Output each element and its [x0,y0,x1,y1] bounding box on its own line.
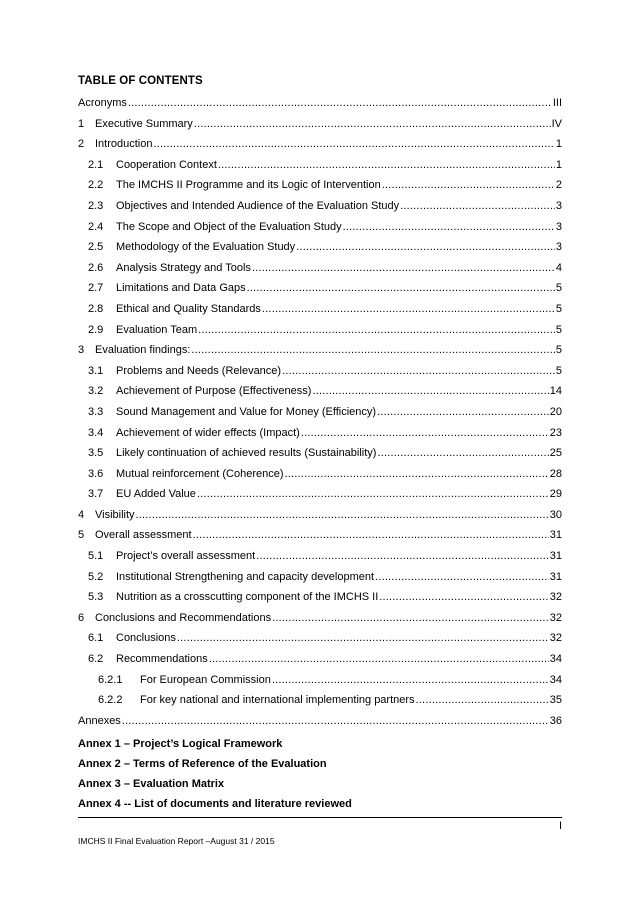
toc-entry-number: 3 [78,344,85,357]
toc-entry-title: Objectives and Intended Audience of the Evaluation Study [116,199,400,212]
toc-entry-title: Introduction [95,138,153,151]
toc-entry-title: Visibility [95,508,135,521]
toc-entry-title: Sound Management and Value for Money (Efficiency) [116,405,377,418]
toc-entry-page: 29 [549,488,562,501]
toc-entry[interactable] [78,670,562,691]
toc-dot-leader [247,278,555,299]
toc-dot-leader [256,546,549,567]
toc-dot-leader [272,670,549,691]
toc-dot-leader [122,711,549,732]
toc-entry-page: 28 [549,467,562,480]
toc-entry[interactable] [78,649,562,670]
toc-entry-number: 2.3 [88,199,104,212]
toc-entry-page: 20 [549,405,562,418]
annex-item: Annex 2 – Terms of Reference of the Evaluation [78,758,327,770]
toc-entry-page: 36 [549,714,562,727]
toc-entry-number: 2.6 [88,261,104,274]
toc-entry-page: 3 [555,199,562,212]
toc-entry[interactable] [78,155,562,176]
toc-entry[interactable] [78,628,562,649]
toc-dot-leader [296,237,555,258]
annex-item: Annex 3 – Evaluation Matrix [78,778,225,790]
toc-dot-leader [379,587,548,608]
toc-entry-title: Executive Summary [95,117,193,130]
toc-entry-page: 31 [549,550,562,563]
toc-entry[interactable] [78,175,562,196]
page-number: I [558,820,562,832]
toc-dot-leader [153,134,554,155]
toc-entry-page: 30 [549,508,562,521]
toc-entry[interactable] [78,484,562,505]
toc-dot-leader [282,361,555,382]
toc-entry-title: Conclusions and Recommendations [95,611,272,624]
toc-entry[interactable] [78,546,562,567]
toc-dot-leader [197,484,549,505]
toc-entry-page: 31 [549,529,562,542]
toc-entry-title: Cooperation Context [116,158,217,171]
toc-dot-leader [312,381,548,402]
toc-dot-leader [416,690,549,711]
toc-entry-number: 3.7 [88,488,104,501]
toc-entry-title: EU Added Value [116,488,196,501]
table-of-contents [78,93,562,731]
toc-entry-number: 2.2 [88,179,104,192]
toc-entry-number: 4 [78,508,85,521]
toc-entry-page: IV [551,117,562,130]
toc-dot-leader [272,608,549,629]
toc-entry-title: Achievement of Purpose (Effectiveness) [116,385,312,398]
toc-dot-leader [218,155,555,176]
toc-entry-title: Recommendations [116,653,208,666]
toc-dot-leader [193,525,549,546]
toc-entry-page: 34 [549,673,562,686]
toc-entry-title: Acronyms [78,97,127,109]
toc-dot-leader [301,423,549,444]
toc-entry-page: 5 [555,282,562,295]
toc-entry-page: 3 [555,220,562,233]
toc-entry[interactable] [78,711,562,732]
toc-entry-page: 5 [555,323,562,336]
toc-entry-page: 32 [549,632,562,645]
toc-dot-leader [177,628,549,649]
toc-dot-leader [285,464,549,485]
toc-entry[interactable] [78,690,562,711]
toc-dot-leader [252,258,555,279]
toc-entry-number: 2.4 [88,220,104,233]
toc-entry-title: Analysis Strategy and Tools [116,261,251,274]
toc-entry-number: 2.1 [88,158,104,171]
toc-entry-title: Institutional Strengthening and capacity development [116,570,375,583]
toc-entry[interactable] [78,525,562,546]
toc-entry[interactable] [78,340,562,361]
toc-entry-number: 2 [78,138,85,151]
toc-entry[interactable] [78,505,562,526]
toc-entry-page: 3 [555,241,562,254]
toc-entry[interactable] [78,114,562,135]
toc-entry-number: 6.2 [88,653,104,666]
toc-entry-number: 5.3 [88,591,104,604]
toc-entry-number: 5.2 [88,570,104,583]
toc-entry-number: 5.1 [88,550,104,563]
toc-entry-title: Evaluation Team [116,323,198,336]
toc-dot-leader [136,505,549,526]
toc-dot-leader [377,402,549,423]
toc-entry-title: For European Commission [140,673,271,686]
toc-entry-title: For key national and international implementing partners [140,694,415,707]
toc-entry[interactable] [78,361,562,382]
toc-dot-leader [375,567,549,588]
toc-entry-number: 2.7 [88,282,104,295]
toc-entry-title: The Scope and Object of the Evaluation Study [116,220,342,233]
toc-entry[interactable] [78,258,562,279]
toc-entry-number: 6.2.2 [98,694,123,707]
toc-entry-title: Conclusions [116,632,176,645]
toc-dot-leader [343,217,555,238]
toc-entry[interactable] [78,134,562,155]
toc-entry-number: 6 [78,611,85,624]
annex-item: Annex 4 -- List of documents and literature reviewed [78,798,352,810]
toc-entry-number: 2.8 [88,302,104,315]
toc-entry-title: The IMCHS II Programme and its Logic of Intervention [116,179,381,192]
toc-entry[interactable] [78,299,562,320]
toc-entry-number: 3.4 [88,426,104,439]
toc-entry-title: Mutual reinforcement (Coherence) [116,467,284,480]
toc-entry-title: Annexes [78,714,121,727]
toc-entry-page: 1 [555,138,562,151]
toc-entry-title: Likely continuation of achieved results (Sustainability) [116,447,377,460]
toc-entry-page: 31 [549,570,562,583]
toc-entry-page: 5 [555,344,562,357]
toc-entry-title: Nutrition as a crosscutting component of the IMCHS II [116,591,379,604]
toc-entry-page: 35 [549,694,562,707]
toc-entry[interactable] [78,93,562,114]
toc-entry-number: 6.2.1 [98,673,123,686]
toc-dot-leader [194,114,551,135]
toc-entry-page: 34 [549,653,562,666]
toc-entry-title: Limitations and Data Gaps [116,282,246,295]
toc-entry-page: 2 [555,179,562,192]
toc-entry-page: 4 [555,261,562,274]
toc-dot-leader [198,320,555,341]
toc-entry-title: Problems and Needs (Relevance) [116,364,282,377]
toc-entry-page: 32 [549,591,562,604]
toc-entry-title: Evaluation findings: [95,344,191,357]
toc-entry-number: 6.1 [88,632,104,645]
toc-entry[interactable] [78,423,562,444]
toc-entry[interactable] [78,443,562,464]
toc-entry[interactable] [78,196,562,217]
toc-dot-leader [191,340,554,361]
toc-entry[interactable] [78,237,562,258]
toc-entry-page: 23 [549,426,562,439]
toc-entry-number: 3.6 [88,467,104,480]
annex-item: Annex 1 – Project’s Logical Framework [78,738,283,750]
toc-entry-page: 1 [555,158,562,171]
toc-entry[interactable] [78,587,562,608]
toc-entry-number: 2.5 [88,241,104,254]
toc-entry-title: Overall assessment [95,529,192,542]
toc-dot-leader [262,299,555,320]
toc-entry-title: Ethical and Quality Standards [116,302,261,315]
toc-entry-number: 3.2 [88,385,104,398]
toc-entry-page: 25 [549,447,562,460]
toc-entry-number: 5 [78,529,85,542]
toc-entry-title: Achievement of wider effects (Impact) [116,426,300,439]
toc-entry[interactable] [78,217,562,238]
toc-entry[interactable] [78,402,562,423]
toc-entry[interactable] [78,320,562,341]
toc-entry-page: 5 [555,302,562,315]
toc-entry[interactable] [78,464,562,485]
toc-entry-page: 5 [555,364,562,377]
toc-entry-page: 32 [549,611,562,624]
toc-entry-number: 3.3 [88,405,104,418]
toc-entry-number: 2.9 [88,323,104,336]
footer-divider [78,817,562,818]
toc-entry[interactable] [78,608,562,629]
toc-entry-number: 3.5 [88,447,104,460]
toc-dot-leader [209,649,549,670]
toc-heading: TABLE OF CONTENTS [78,75,203,87]
toc-entry[interactable] [78,278,562,299]
toc-entry-number: 1 [78,117,85,130]
footer-text: IMCHS II Final Evaluation Report –August 31 / 2015 [78,836,275,846]
toc-dot-leader [128,93,552,114]
toc-entry-page: 14 [549,385,562,398]
toc-dot-leader [377,443,548,464]
toc-dot-leader [382,175,555,196]
toc-dot-leader [400,196,555,217]
toc-entry[interactable] [78,567,562,588]
toc-entry[interactable] [78,381,562,402]
toc-entry-title: Methodology of the Evaluation Study [116,241,296,254]
annex-list [78,734,352,814]
toc-entry-page: III [552,97,562,109]
toc-entry-title: Project’s overall assessment [116,550,256,563]
toc-entry-number: 3.1 [88,364,104,377]
